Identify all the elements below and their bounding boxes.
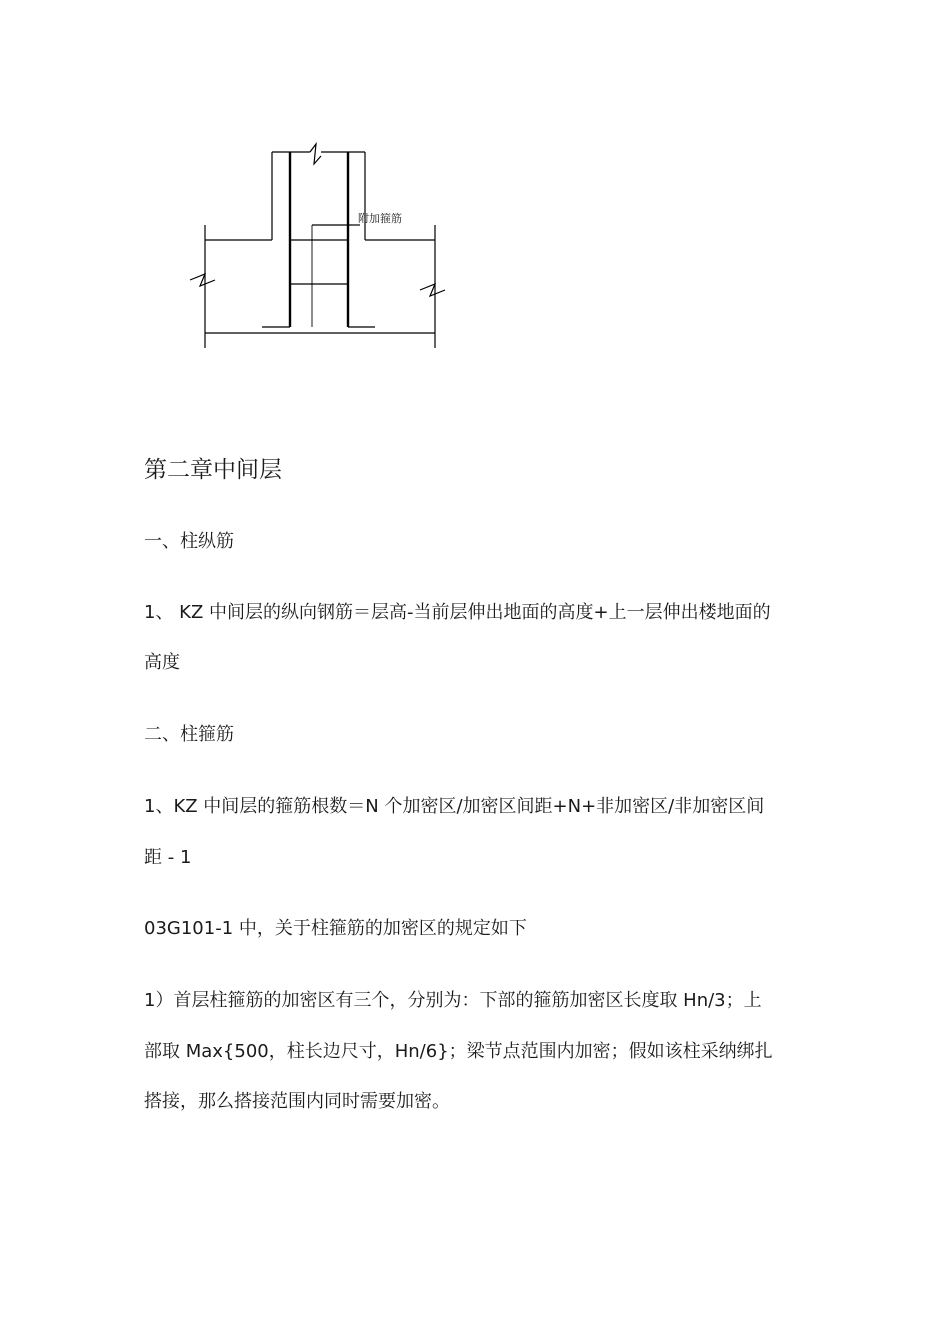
- slab-right-break-mark: [420, 284, 445, 296]
- column-break-mark: [310, 144, 321, 164]
- paragraph-4-line-2: 部取 Max{500，柱长边尺寸，Hn/6}；梁节点范围内加密；假如该柱采纳绑扎: [144, 1041, 773, 1062]
- paragraph-1-line-2: 高度: [144, 652, 180, 673]
- column-stirrup-diagram: [180, 130, 460, 360]
- section-heading-longitudinal: 一、柱纵筋: [144, 531, 234, 552]
- paragraph-2-line-1: 1、KZ 中间层的箍筋根数＝N 个加密区/加密区间距+N+非加密区/非加密区间: [144, 796, 765, 817]
- slab-left-break-mark: [190, 274, 215, 286]
- additional-stirrup-label: 附加箍筋: [358, 212, 402, 225]
- paragraph-4-line-3: 搭接，那么搭接范围内同时需要加密。: [144, 1091, 450, 1112]
- section-heading-stirrup: 二、柱箍筋: [144, 724, 234, 745]
- paragraph-1-line-1: 1、 KZ 中间层的纵向钢筋＝层高-当前层伸出地面的高度+上一层伸出楼地面的: [144, 602, 771, 623]
- paragraph-4-line-1: 1）首层柱箍筋的加密区有三个，分别为：下部的箍筋加密区长度取 Hn/3；上: [144, 990, 762, 1011]
- paragraph-3-line-1: 03G101-1 中，关于柱箍筋的加密区的规定如下: [144, 918, 527, 939]
- chapter-title: 第二章中间层: [144, 457, 282, 483]
- paragraph-2-line-2: 距 - 1: [144, 847, 192, 868]
- diagram-svg: [180, 130, 460, 360]
